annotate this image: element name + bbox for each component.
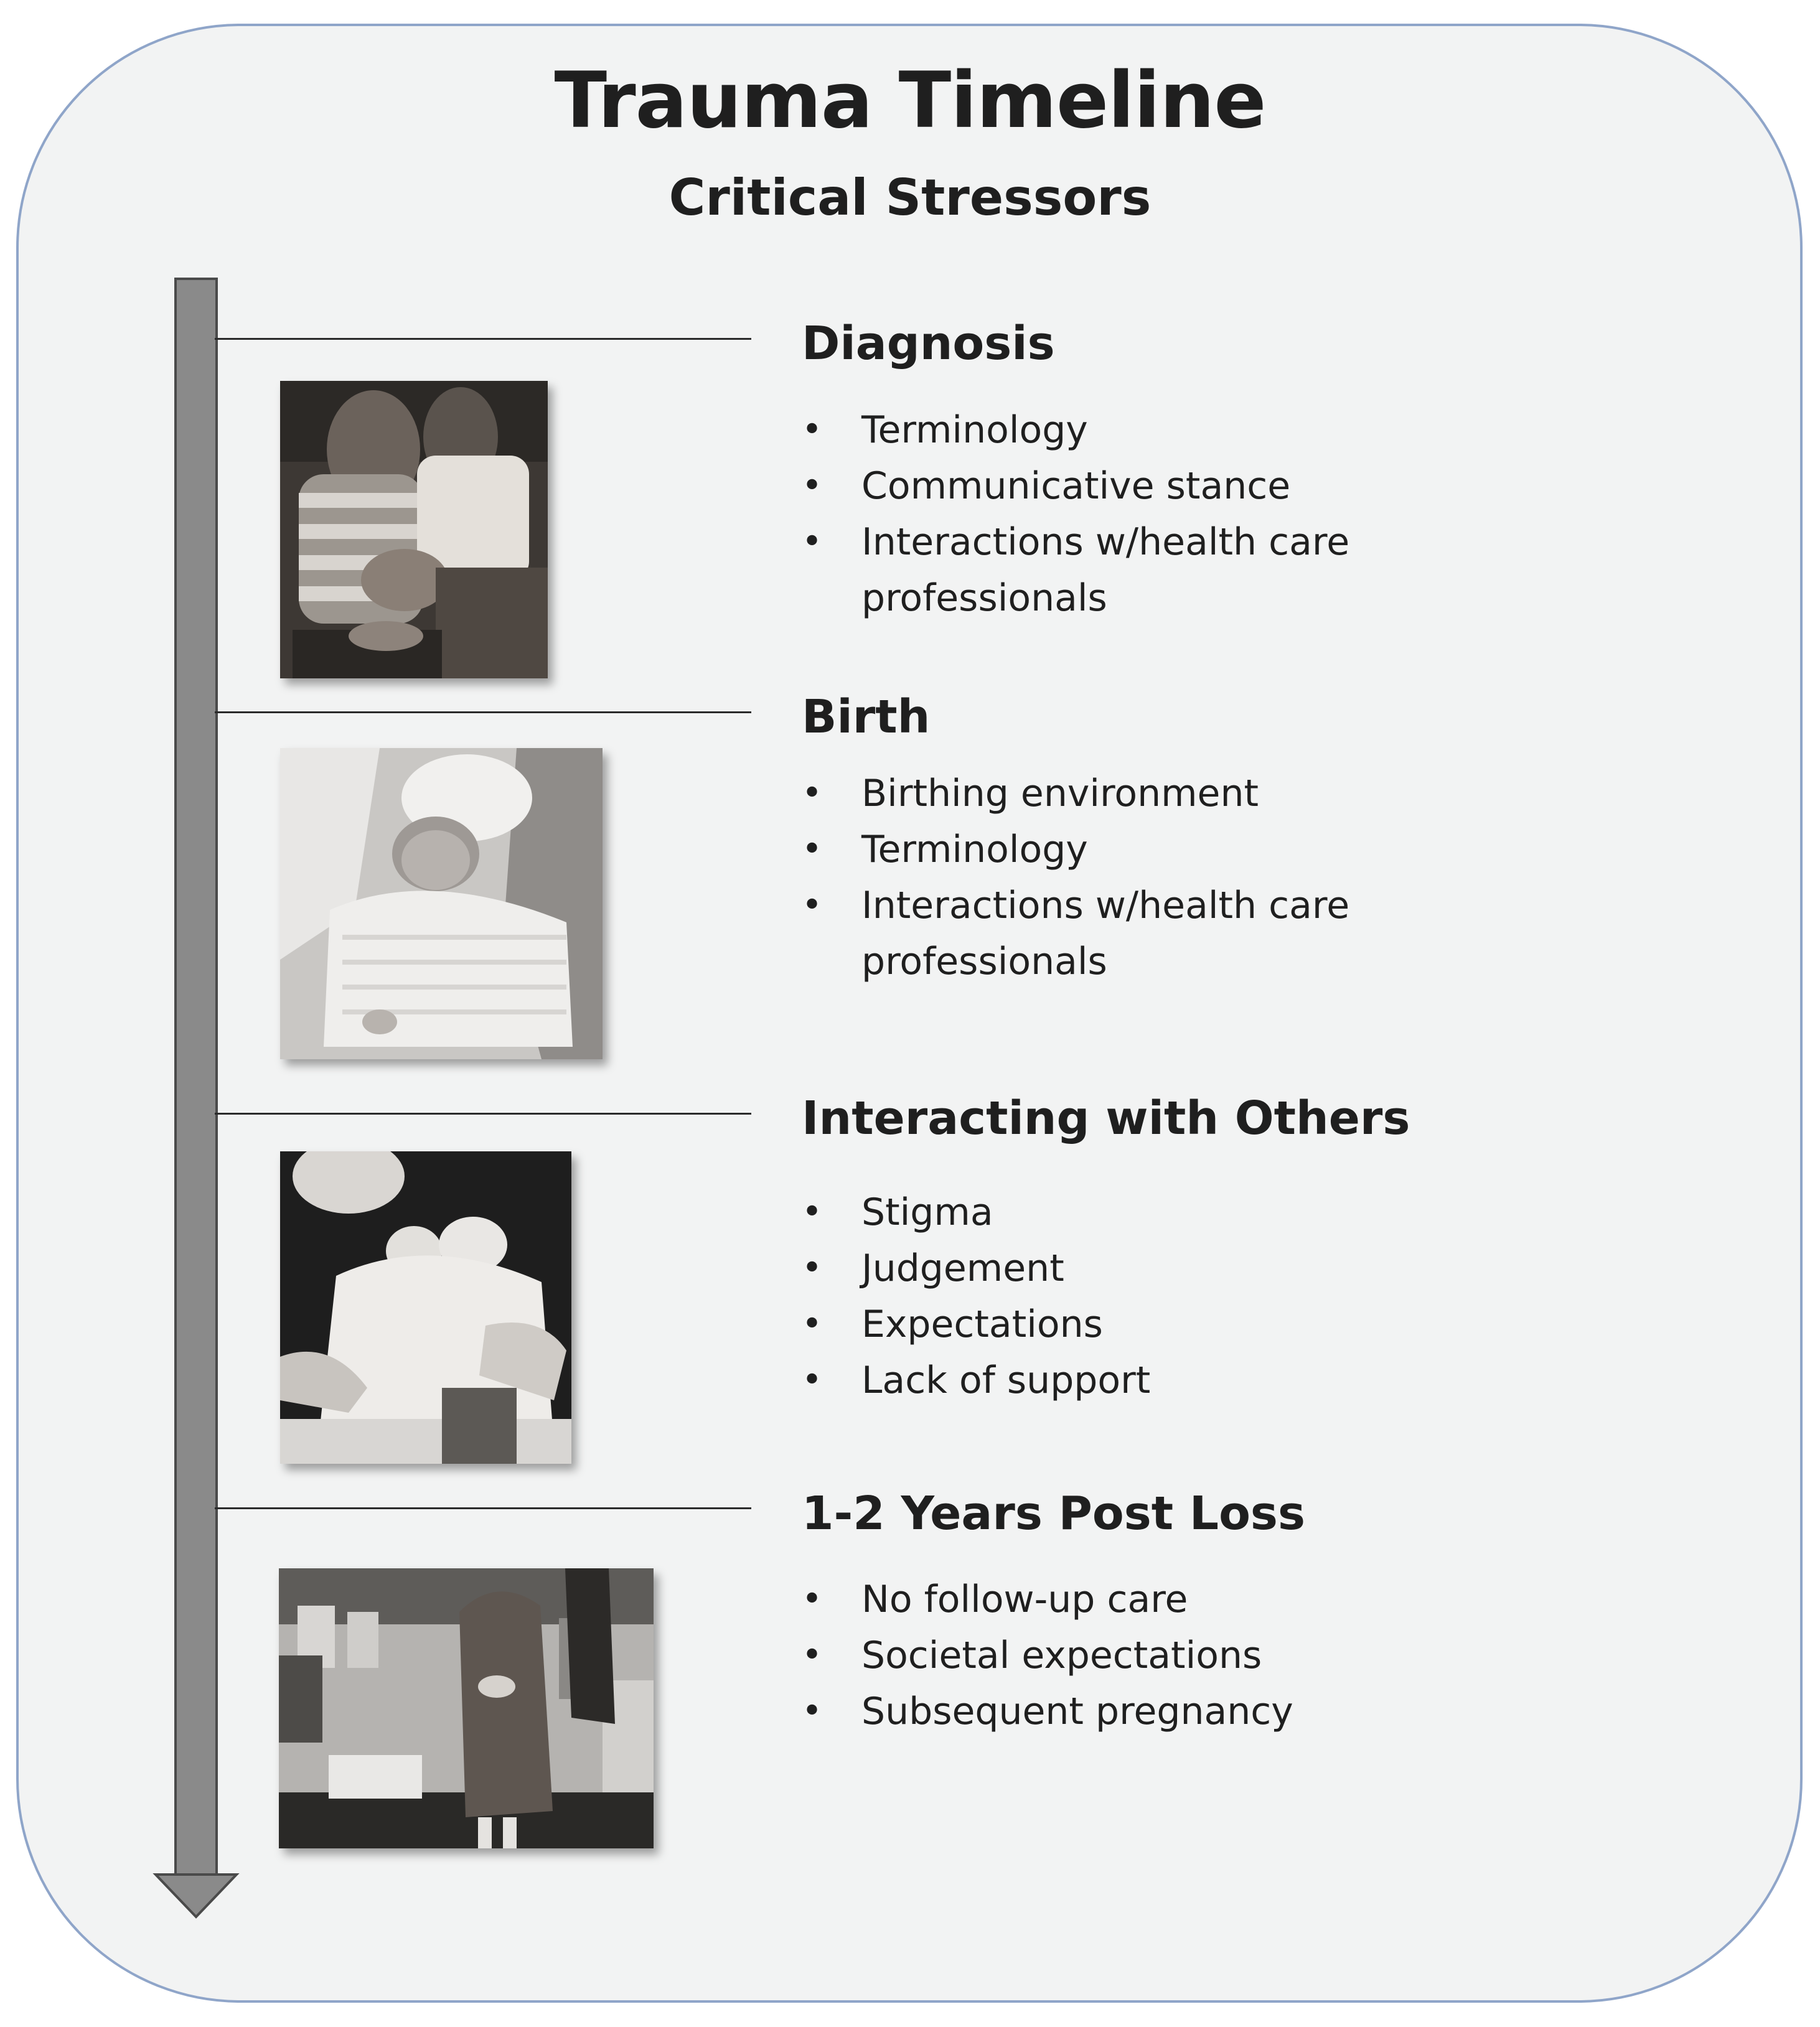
timeline-tick-post-loss: [215, 1507, 751, 1509]
list-item: • Terminology: [802, 822, 1399, 878]
page-subtitle: Critical Stressors: [668, 169, 1152, 227]
list-item: • Subsequent pregnancy: [802, 1683, 1399, 1739]
parent-holding-twin-infants-photo: [280, 1151, 571, 1464]
stage-heading-birth: Birth: [802, 690, 931, 744]
stage-list-interacting-with-others: [802, 1184, 1399, 1408]
list-item: • Communicative stance: [802, 458, 1399, 514]
timeline-tick-birth: [215, 711, 751, 713]
list-item: • Interactions w/health care professionals: [802, 514, 1399, 626]
stage-list-post-loss: [802, 1571, 1399, 1739]
list-item: • Interactions w/health care professionals: [802, 878, 1399, 990]
stage-list-birth: [802, 765, 1399, 990]
list-item: • Societal expectations: [802, 1627, 1399, 1683]
timeline-tick-interacting-with-others: [215, 1113, 751, 1115]
list-item: • Expectations: [802, 1296, 1399, 1352]
page-title: Trauma Timeline: [554, 56, 1266, 146]
timeline-tick-diagnosis: [215, 338, 751, 340]
couple-at-cemetery-photo: [279, 1568, 654, 1848]
stage-heading-diagnosis: Diagnosis: [802, 317, 1055, 370]
stage-list-diagnosis: [802, 402, 1399, 626]
list-item: • Terminology: [802, 402, 1399, 458]
stage-heading-post-loss: 1-2 Years Post Loss: [802, 1487, 1306, 1540]
couple-pregnant-belly-photo: [280, 381, 548, 678]
list-item: • No follow-up care: [802, 1571, 1399, 1627]
list-item: • Stigma: [802, 1184, 1399, 1240]
infant-in-knit-hat-photo: [280, 748, 603, 1059]
stage-heading-interacting-with-others: Interacting with Others: [802, 1092, 1410, 1145]
list-item: • Judgement: [802, 1240, 1399, 1296]
list-item: • Birthing environment: [802, 765, 1399, 822]
list-item: • Lack of support: [802, 1352, 1399, 1408]
